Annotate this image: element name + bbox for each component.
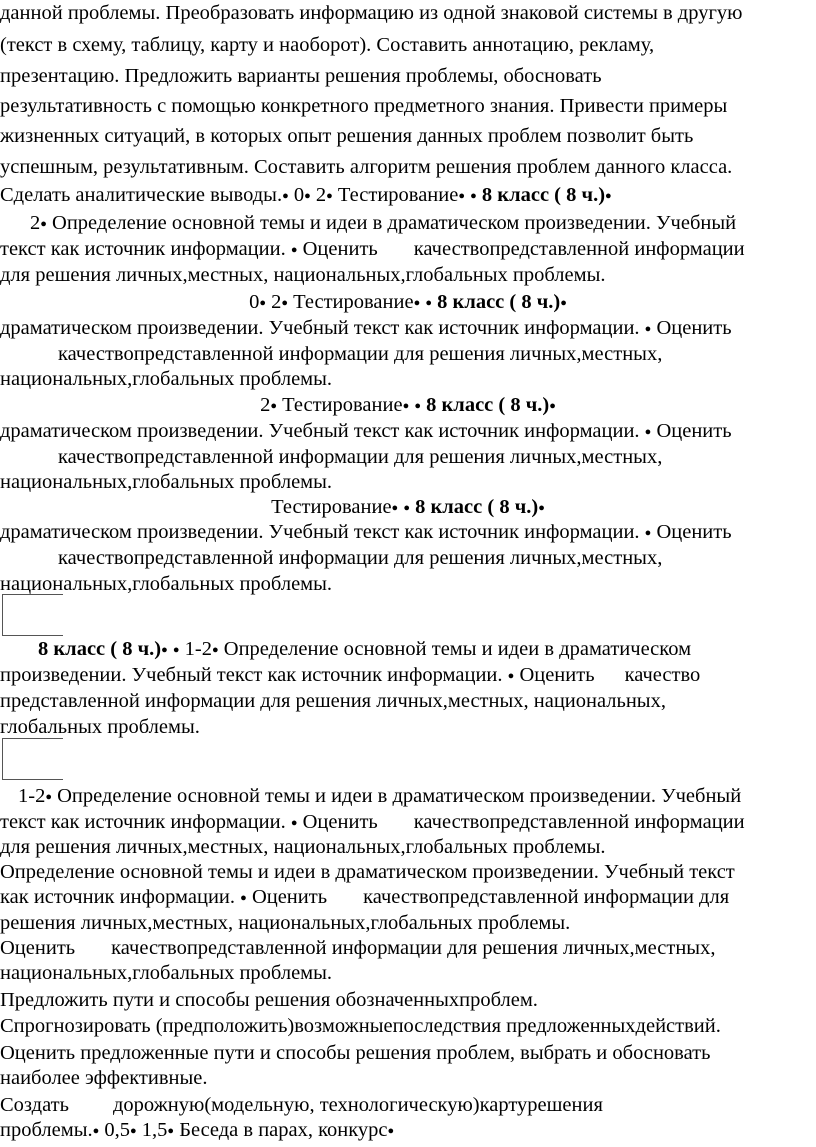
- text-line: представленной информации для решения личных,местных, национальных,: [0, 690, 666, 712]
- text-line: [0, 315, 732, 344]
- bullet-icon: [240, 886, 247, 908]
- bullet-icon: [645, 521, 652, 543]
- text-line: презентацию. Предложить варианты решения проблемы, обосновать: [0, 65, 602, 87]
- bullet-icon: [291, 238, 298, 260]
- text: Сделать аналитические выводы.: [0, 184, 283, 206]
- text: дорожную(модельную, технологическую)картурешения: [112, 1094, 603, 1116]
- bullet-icon: [425, 291, 432, 313]
- text-line: жизненных ситуаций, в которых опыт решения данных проблем позволит быть: [0, 125, 694, 147]
- text-line: качествопредставленной информации для решения личных,местных,: [58, 446, 663, 468]
- text: Определение основной темы и идеи в драматическом произведении. Учебный: [57, 785, 742, 807]
- bullet-icon: [93, 1119, 100, 1141]
- text-line: национальных,глобальных проблемы.: [0, 471, 333, 493]
- empty-box: [2, 594, 63, 636]
- text-line: [38, 636, 691, 665]
- text: качествопредставленной информации: [413, 811, 745, 833]
- text: качествопредставленной информации для: [363, 886, 730, 908]
- grade-label: 8 класс ( 8 ч.): [415, 496, 539, 518]
- text: Тестирование: [271, 496, 392, 518]
- text: Оценить: [0, 937, 76, 959]
- text-line: наиболее эффективные.: [0, 1067, 208, 1089]
- bullet-icon: [403, 496, 410, 518]
- bullet-icon: [645, 420, 652, 442]
- text-line: [0, 289, 816, 318]
- text-line: успешным, результативным. Составить алгоритм решения проблем данного класса.: [0, 156, 733, 178]
- text-line: качествопредставленной информации для решения личных,местных,: [58, 547, 663, 569]
- bullet-icon: [291, 811, 298, 833]
- grade-label: 8 класс ( 8 ч.): [426, 394, 550, 416]
- grade-label: 8 класс ( 8 ч.): [481, 184, 606, 206]
- text: Оценить: [519, 664, 595, 686]
- bullet-icon: [45, 785, 52, 807]
- text: Беседа в парах, конкурс: [179, 1119, 388, 1141]
- text-line: для решения личных,местных, национальных,глобальных проблемы.: [0, 836, 606, 858]
- text: Определение основной темы и идеи в драматическом: [223, 638, 692, 660]
- text-line: [0, 418, 732, 447]
- text: проблемы.: [0, 1119, 93, 1141]
- text: Оценить: [656, 420, 732, 442]
- text-line: [0, 1117, 394, 1146]
- bullet-icon: [326, 184, 333, 206]
- text: 2: [271, 291, 282, 313]
- bullet-icon: [538, 496, 545, 518]
- text: Оценить: [656, 317, 732, 339]
- bullet-icon: [281, 291, 288, 313]
- bullet-icon: [173, 638, 180, 660]
- text-line: [0, 519, 732, 548]
- text: произведении. Учебный текст как источник информации.: [0, 664, 503, 686]
- bullet-icon: [549, 394, 556, 416]
- bullet-icon: [458, 184, 465, 206]
- text-line: (текст в схему, таблицу, карту и наоборот). Составить аннотацию, рекламу,: [0, 34, 655, 56]
- bullet-icon: [388, 1119, 395, 1141]
- bullet-icon: [470, 184, 477, 206]
- text-line: Предложить пути и способы решения обозначенныхпроблем.: [0, 989, 538, 1011]
- text-line: данной проблемы. Преобразовать информацию из одной знаковой системы в другую: [0, 2, 743, 24]
- text-line: [0, 392, 816, 421]
- text: драматическом произведении. Учебный текст как источник информации.: [0, 420, 640, 442]
- text: 1-2: [18, 785, 46, 807]
- text-line: [0, 1092, 603, 1118]
- text: Оценить: [302, 238, 378, 260]
- bullet-icon: [304, 184, 311, 206]
- text: Создать: [0, 1094, 69, 1116]
- text-line: национальных,глобальных проблемы.: [0, 573, 333, 595]
- text-line: решения личных,местных, национальных,глобальных проблемы.: [0, 912, 571, 934]
- text: 2: [315, 184, 327, 206]
- bullet-icon: [560, 291, 567, 313]
- bullet-icon: [508, 664, 515, 686]
- text-line: результативность с помощью конкретного предметного знания. Привести примеры: [0, 95, 728, 117]
- text-line: [0, 182, 612, 211]
- text: 1-2: [184, 638, 212, 660]
- bullet-icon: [212, 638, 219, 660]
- text: 1,5: [141, 1119, 168, 1141]
- text: текст как источник информации.: [0, 238, 286, 260]
- empty-box: [2, 738, 63, 780]
- bullet-icon: [270, 394, 277, 416]
- text-line: качествопредставленной информации для решения личных,местных,: [58, 343, 663, 365]
- grade-label: 8 класс ( 8 ч.): [38, 638, 162, 660]
- bullet-icon: [414, 394, 421, 416]
- text: 0: [249, 291, 260, 313]
- text: драматическом произведении. Учебный текст как источник информации.: [0, 317, 640, 339]
- text-line: [0, 236, 745, 265]
- text: как источник информации.: [0, 886, 236, 908]
- text: текст как источник информации.: [0, 811, 286, 833]
- text: 2: [260, 394, 271, 416]
- text-line: глобальных проблемы.: [0, 716, 200, 738]
- bullet-icon: [605, 184, 612, 206]
- text-line: [0, 884, 729, 913]
- bullet-icon: [40, 212, 47, 234]
- bullet-icon: [167, 1119, 174, 1141]
- text: 0,5: [104, 1119, 130, 1141]
- text-line: [0, 662, 700, 691]
- text-line: Спрогнозировать (предположить)возможныепоследствия предложенныхдействий.: [0, 1015, 721, 1037]
- text: качество: [624, 664, 701, 686]
- bullet-icon: [414, 291, 421, 313]
- text: Оценить: [251, 886, 328, 908]
- text: Тестирование: [282, 394, 403, 416]
- bullet-icon: [282, 184, 289, 206]
- text: 0: [293, 184, 305, 206]
- text: Определение основной темы и идеи в драматическом произведении. Учебный: [52, 212, 737, 234]
- text-line: [18, 783, 741, 812]
- text: Оценить: [656, 521, 732, 543]
- text-line: [0, 935, 715, 961]
- text-line: Оценить предложенные пути и способы решения проблем, выбрать и обосновать: [0, 1042, 711, 1064]
- text: качествопредставленной информации: [413, 238, 745, 260]
- grade-label: 8 класс ( 8 ч.): [437, 291, 561, 313]
- bullet-icon: [259, 291, 266, 313]
- text: Тестирование: [337, 184, 459, 206]
- text-line: национальных,глобальных проблемы.: [0, 368, 333, 390]
- text: качествопредставленной информации для решения личных,местных,: [111, 937, 716, 959]
- text: 2: [30, 212, 41, 234]
- text-line: Определение основной темы и идеи в драматическом произведении. Учебный текст: [0, 861, 735, 883]
- bullet-icon: [645, 317, 652, 339]
- bullet-icon: [403, 394, 410, 416]
- text-line: национальных,глобальных проблемы.: [0, 962, 333, 984]
- bullet-icon: [130, 1119, 137, 1141]
- text-line: для решения личных,местных, национальных,глобальных проблемы.: [0, 264, 606, 286]
- bullet-icon: [161, 638, 168, 660]
- text: Тестирование: [293, 291, 414, 313]
- text-line: [30, 210, 736, 239]
- text: драматическом произведении. Учебный текст как источник информации.: [0, 521, 640, 543]
- text: Оценить: [302, 811, 378, 833]
- bullet-icon: [392, 496, 399, 518]
